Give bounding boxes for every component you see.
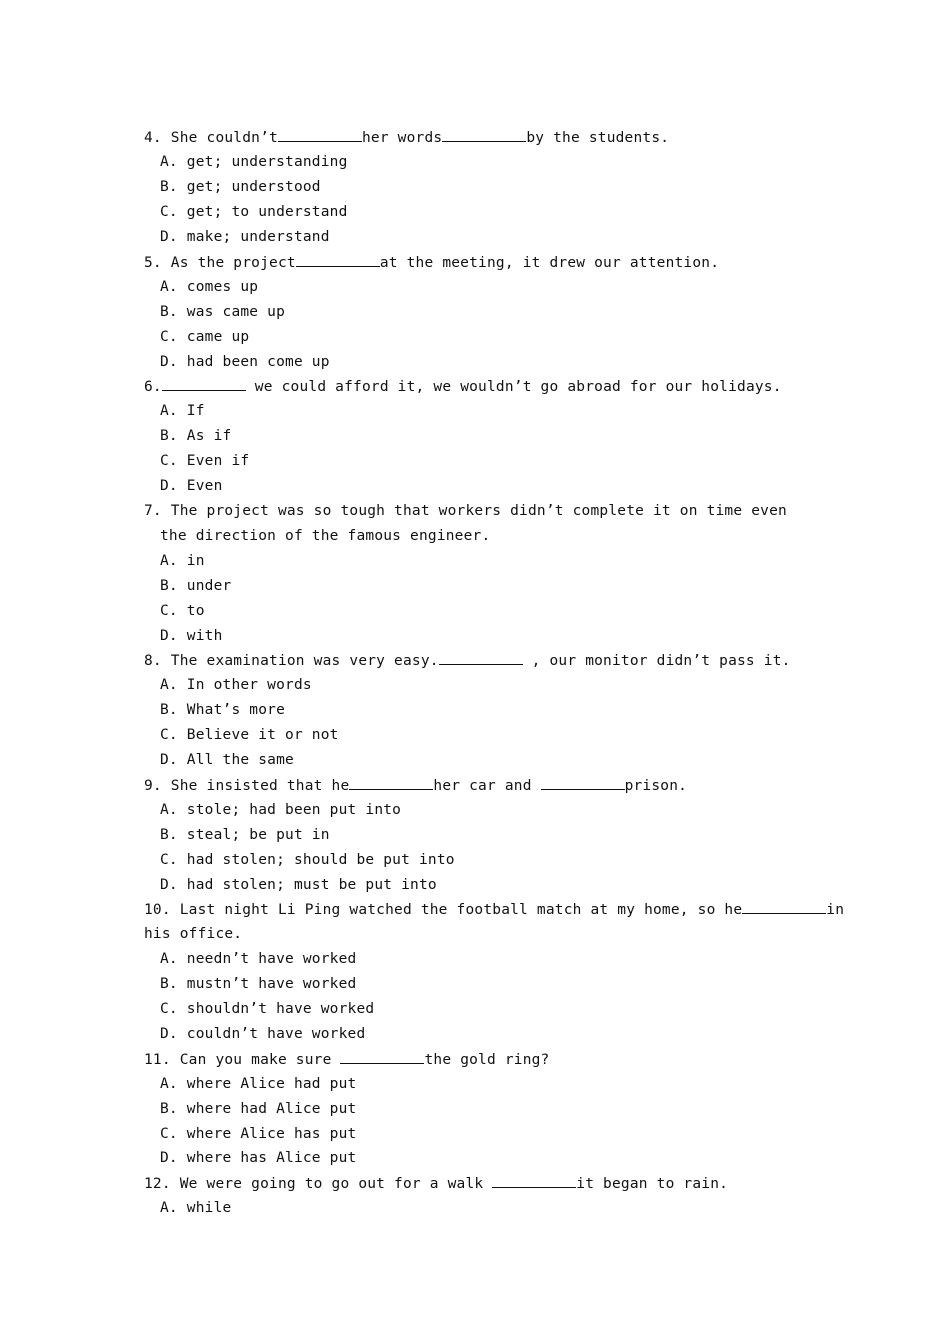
option-6a: A. If [160,403,205,419]
option-7b: B. under [160,578,232,594]
option-9b: B. steal; be put in [160,827,330,843]
question-text: 12. We were going to go out for a walk [144,1176,493,1192]
option-5b: B. was came up [160,304,286,320]
question-text: 10. Last night Li Ping watched the football match at my home, so he [144,902,743,918]
option-9a: A. stole; had been put into [160,802,402,818]
question-8 [144,650,791,671]
answer-blank [442,127,526,142]
question-4 [144,127,669,148]
question-text: in [826,902,845,918]
question-12 [144,1173,728,1194]
option-4b: B. get; understood [160,179,321,195]
option-5a: A. comes up [160,279,259,295]
question-text: 11. Can you make sure [144,1052,341,1068]
option-11d: D. where has Alice put [160,1150,357,1166]
option-9d: D. had stolen; must be put into [160,877,437,893]
question-10-continued: his office. [144,926,243,942]
option-10d: D. couldn’t have worked [160,1026,366,1042]
question-text: , our monitor didn’t pass it. [522,653,791,669]
question-text: by the students. [526,130,670,146]
option-5d: D. had been come up [160,354,330,370]
option-9c: C. had stolen; should be put into [160,852,455,868]
answer-blank [340,1049,424,1064]
option-4a: A. get; understanding [160,154,348,170]
answer-blank [278,127,362,142]
question-text: her car and [433,778,541,794]
option-6d: D. Even [160,478,223,494]
question-text: 9. She insisted that he [144,778,350,794]
answer-blank [439,650,523,665]
option-4c: C. get; to understand [160,204,348,220]
option-7d: D. with [160,628,223,644]
option-11b: B. where had Alice put [160,1101,357,1117]
option-8a: A. In other words [160,677,312,693]
question-text: 4. She couldn’t [144,130,278,146]
question-text: prison. [624,778,688,794]
option-12a: A. while [160,1200,232,1216]
answer-blank [162,376,246,391]
option-7c: C. to [160,603,205,619]
question-9 [144,775,687,796]
question-text: at the meeting, it drew our attention. [379,255,720,271]
option-10a: A. needn’t have worked [160,951,357,967]
question-text: the gold ring? [424,1052,550,1068]
option-8b: B. What’s more [160,702,286,718]
question-text: we could afford it, we wouldn’t go abroad for our holidays. [245,379,782,395]
option-5c: C. came up [160,329,250,345]
question-text: her words [361,130,443,146]
option-10b: B. mustn’t have worked [160,976,357,992]
answer-blank [742,899,826,914]
option-4d: D. make; understand [160,229,330,245]
option-11c: C. where Alice has put [160,1126,357,1142]
answer-blank [492,1173,576,1188]
question-11 [144,1049,550,1070]
question-5 [144,252,719,273]
option-6c: C. Even if [160,453,250,469]
question-text: it began to rain. [576,1176,729,1192]
question-6 [144,376,782,397]
answer-blank [296,252,380,267]
answer-blank [541,775,625,790]
question-text: 6. [144,379,162,395]
option-6b: B. As if [160,428,232,444]
question-7: 7. The project was so tough that workers didn’t complete it on time even [144,503,787,519]
answer-blank [349,775,433,790]
option-11a: A. where Alice had put [160,1076,357,1092]
question-text: 5. As the project [144,255,296,271]
option-7a: A. in [160,553,205,569]
option-8d: D. All the same [160,752,294,768]
option-10c: C. shouldn’t have worked [160,1001,375,1017]
option-8c: C. Believe it or not [160,727,339,743]
question-10 [144,899,844,920]
question-7-continued: the direction of the famous engineer. [160,528,491,544]
question-text: 8. The examination was very easy. [144,653,439,669]
